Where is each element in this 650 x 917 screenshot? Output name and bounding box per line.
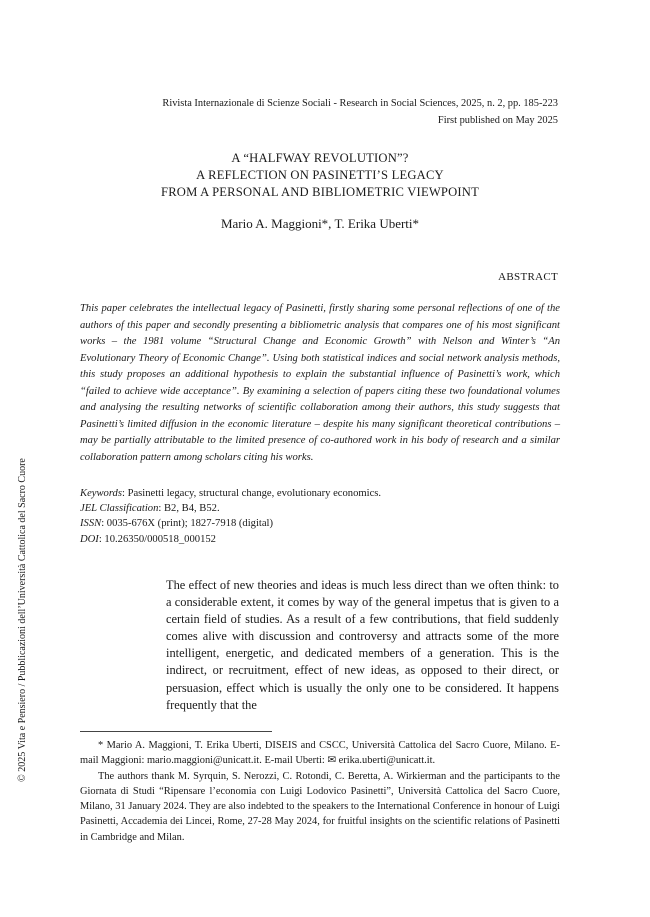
- footnote-divider: [80, 731, 272, 732]
- jel-value: : B2, B4, B52.: [158, 503, 220, 515]
- issn-value: : 0035-676X (print); 1827-7918 (digital): [101, 518, 274, 530]
- footnote-acknowledgements: The authors thank M. Syrquin, S. Nerozzi, C. Rotondi, C. Beretta, A. Wirkierman and the participants to the Giornata di Studi “Ripensare l’economia con Luigi Lodovico Pasinetti”, Università Cattolica del Sacro Cuore, Milano, 31 January 2024. They are also indebted to the speakers to the International Conference in honour of Luigi Pasinetti, Accademia dei Lincei, Rome, 27-28 May 2024, for fruitful insights on the scientific relations of Pasinetti in Cambridge and Milan.: [80, 770, 560, 843]
- doi-value: : 10.26350/000518_000152: [98, 533, 216, 545]
- jel-label: JEL Classification: [80, 503, 159, 515]
- abstract-text: This paper celebrates the intellectual legacy of Pasinetti, firstly sharing some personal reflections of one of the authors of this paper and secondly presenting a bibliometric analysis that compares one of his most significant works – the 1981 volume “Structural Change and Economic Growth” with Nelson and Winter’s “An Evolutionary Theory of Economic Change”. Using both statistical indices and social network analysis methods, this study proposes an additional hypothesis to explain the substantial influence of Pasinetti’s work, which “failed to achieve wide acceptance”. By examining a selection of papers citing these two foundational volumes and analysing the resulting networks of scientific collaboration among their authors, this study suggests that Pasinetti’s limited diffusion in the economic literature – despite his many significant theoretical contributions – may be partially attributable to the limited presence of co-authored work in his body of research and a similar collaboration pattern among scholars citing his works.: [80, 303, 560, 463]
- abstract-heading: ABSTRACT: [498, 271, 558, 283]
- keywords-label: Keywords: [80, 488, 122, 499]
- journal-header: [88, 95, 558, 129]
- footnotes: [80, 738, 560, 845]
- copyright-side-text: © 2025 Vita e Pensiero / Pubblicazioni dell’Università Cattolica del Sacro Cuore: [17, 458, 28, 782]
- jel-line: [80, 501, 560, 516]
- paper-title: [80, 150, 560, 201]
- epigraph-quote: The effect of new theories and ideas is much less direct than we often think: to a considerable extent, it comes by way of the general impetus that is given to a certain field of studies. As a result of a few contributions, that field suddenly comes alive with discussion and controversy and attracts some of the more intelligent, energetic, and dedicated members of a generation. This is the indirect, or recruitment, effect of new ideas, as opposed to their direct, or persuasion, effect which is usually the only one to be considered. It happens frequently that the: [166, 578, 559, 712]
- doi-line: [80, 532, 560, 547]
- issn-line: [80, 516, 560, 531]
- author-list: Mario A. Maggioni*, T. Erika Uberti*: [220, 216, 420, 231]
- keywords-line: [80, 486, 560, 501]
- title-line-1: A “HALFWAY REVOLUTION”?: [231, 151, 409, 165]
- publication-date: First published on May 2025: [437, 115, 558, 126]
- footnote-affiliation: * Mario A. Maggioni, T. Erika Uberti, DISEIS and CSCC, Università Cattolica del Sacro Cuore, Milano. E-mail Maggioni: mario.maggioni@unicatt.it. E-mail Uberti: ✉ erika.uberti@unicatt.it.: [80, 740, 560, 767]
- title-line-2: A REFLECTION ON PASINETTI’S LEGACY: [196, 168, 444, 182]
- title-line-3: FROM A PERSONAL AND BIBLIOMETRIC VIEWPOINT: [160, 185, 479, 199]
- keywords-value: : Pasinetti legacy, structural change, evolutionary economics.: [121, 488, 382, 499]
- issn-label: ISSN: [80, 518, 102, 530]
- doi-label: DOI: [80, 533, 99, 545]
- journal-citation: Rivista Internazionale di Scienze Sociali - Research in Social Sciences, 2025, n. 2, pp. 185-223: [162, 98, 558, 109]
- paper-metadata: [80, 486, 560, 547]
